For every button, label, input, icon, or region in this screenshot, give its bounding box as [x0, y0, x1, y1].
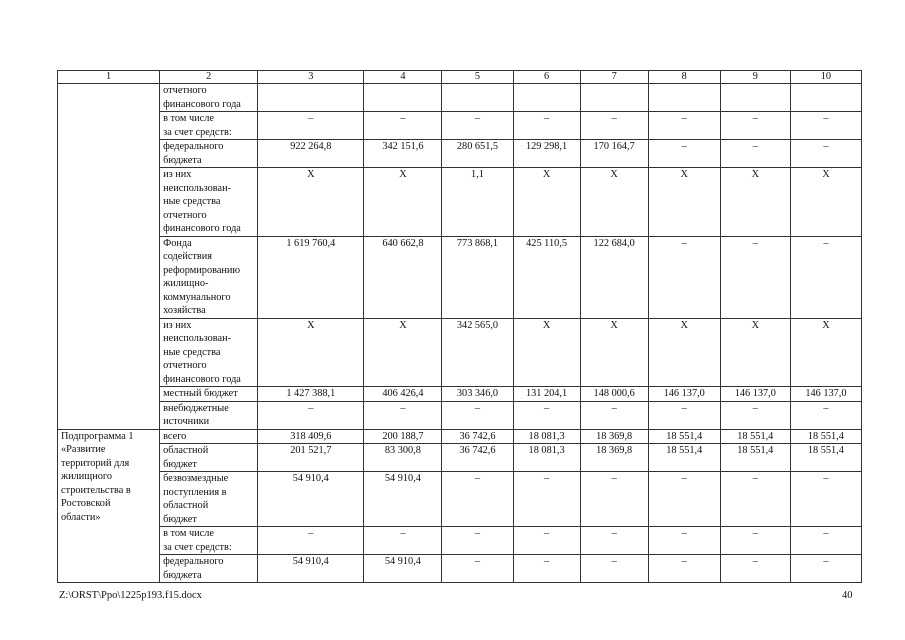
value-cell: – — [580, 472, 648, 527]
value-cell: 318 409,6 — [258, 429, 364, 444]
value-cell: 36 742,6 — [442, 429, 513, 444]
value-cell: – — [580, 527, 648, 555]
row-label: из них неиспользован- ные средства отчетного финансового года — [160, 318, 258, 387]
value-cell: 406 426,4 — [364, 387, 442, 402]
value-cell — [720, 84, 790, 112]
value-cell: 640 662,8 — [364, 236, 442, 318]
value-cell: X — [258, 318, 364, 387]
value-cell: – — [364, 527, 442, 555]
value-cell: X — [648, 168, 720, 237]
value-cell: – — [580, 401, 648, 429]
value-cell: – — [442, 112, 513, 140]
header-cell: 10 — [790, 71, 861, 84]
value-cell: 425 110,5 — [513, 236, 580, 318]
table-row — [58, 444, 862, 472]
value-cell: – — [442, 401, 513, 429]
header-cell: 7 — [580, 71, 648, 84]
value-cell: 922 264,8 — [258, 140, 364, 168]
value-cell — [364, 84, 442, 112]
value-cell: 280 651,5 — [442, 140, 513, 168]
value-cell: 122 684,0 — [580, 236, 648, 318]
value-cell: – — [513, 112, 580, 140]
value-cell: X — [720, 318, 790, 387]
empty-program-cell — [58, 84, 160, 430]
row-label: внебюджетные источники — [160, 401, 258, 429]
value-cell: – — [364, 401, 442, 429]
value-cell: 1 619 760,4 — [258, 236, 364, 318]
table-row — [58, 318, 862, 387]
header-row — [58, 71, 862, 84]
value-cell: 342 151,6 — [364, 140, 442, 168]
table-row — [58, 112, 862, 140]
table-row — [58, 527, 862, 555]
value-cell: – — [648, 140, 720, 168]
value-cell: – — [513, 555, 580, 583]
table-row — [58, 168, 862, 237]
value-cell: 18 081,3 — [513, 444, 580, 472]
table-row — [58, 555, 862, 583]
value-cell: 773 868,1 — [442, 236, 513, 318]
value-cell: – — [790, 236, 861, 318]
value-cell: 146 137,0 — [648, 387, 720, 402]
value-cell: – — [720, 236, 790, 318]
value-cell: – — [720, 527, 790, 555]
value-cell: – — [580, 555, 648, 583]
value-cell: – — [364, 112, 442, 140]
row-label: в том числе за счет средств: — [160, 527, 258, 555]
value-cell: – — [513, 527, 580, 555]
value-cell: – — [790, 112, 861, 140]
value-cell: – — [648, 112, 720, 140]
page-number: 40 — [842, 590, 853, 601]
value-cell: 201 521,7 — [258, 444, 364, 472]
value-cell: – — [790, 555, 861, 583]
header-cell: 2 — [160, 71, 258, 84]
value-cell: 342 565,0 — [442, 318, 513, 387]
value-cell: X — [513, 318, 580, 387]
header-cell: 8 — [648, 71, 720, 84]
value-cell: – — [648, 527, 720, 555]
row-label: из них неиспользован- ные средства отчетного финансового года — [160, 168, 258, 237]
value-cell: – — [442, 527, 513, 555]
value-cell: – — [790, 527, 861, 555]
value-cell: – — [790, 140, 861, 168]
value-cell: – — [513, 401, 580, 429]
value-cell: 18 081,3 — [513, 429, 580, 444]
value-cell: 83 300,8 — [364, 444, 442, 472]
header-cell: 5 — [442, 71, 513, 84]
value-cell: – — [648, 401, 720, 429]
value-cell: – — [442, 472, 513, 527]
value-cell: – — [442, 555, 513, 583]
table-row — [58, 84, 862, 112]
value-cell: 18 369,8 — [580, 429, 648, 444]
value-cell: 170 164,7 — [580, 140, 648, 168]
value-cell: 146 137,0 — [720, 387, 790, 402]
table-row — [58, 140, 862, 168]
value-cell: – — [258, 527, 364, 555]
footer-file-path: Z:\ORST\Ppo\1225p193.f15.docx — [59, 590, 202, 601]
value-cell — [648, 84, 720, 112]
value-cell: – — [258, 112, 364, 140]
header-cell: 4 — [364, 71, 442, 84]
header-cell: 1 — [58, 71, 160, 84]
budget-table — [57, 70, 862, 583]
value-cell: – — [720, 472, 790, 527]
value-cell: 54 910,4 — [258, 472, 364, 527]
row-label: областной бюджет — [160, 444, 258, 472]
row-label: местный бюджет — [160, 387, 258, 402]
value-cell: – — [790, 401, 861, 429]
value-cell: 1,1 — [442, 168, 513, 237]
header-cell: 6 — [513, 71, 580, 84]
value-cell: X — [790, 318, 861, 387]
value-cell: – — [790, 472, 861, 527]
value-cell: 303 346,0 — [442, 387, 513, 402]
value-cell: – — [720, 555, 790, 583]
row-label: безвозмездные поступления в областной бюджет — [160, 472, 258, 527]
header-cell: 3 — [258, 71, 364, 84]
value-cell: – — [258, 401, 364, 429]
row-label: федерального бюджета — [160, 140, 258, 168]
value-cell: 54 910,4 — [364, 472, 442, 527]
row-label: отчетного финансового года — [160, 84, 258, 112]
value-cell: X — [648, 318, 720, 387]
value-cell: 54 910,4 — [258, 555, 364, 583]
table-row — [58, 401, 862, 429]
value-cell: X — [364, 318, 442, 387]
value-cell: 18 551,4 — [720, 444, 790, 472]
value-cell — [580, 84, 648, 112]
value-cell — [790, 84, 861, 112]
table-row — [58, 236, 862, 318]
value-cell: – — [720, 112, 790, 140]
header-cell: 9 — [720, 71, 790, 84]
value-cell: – — [648, 472, 720, 527]
row-label: федерального бюджета — [160, 555, 258, 583]
value-cell: 18 551,4 — [790, 444, 861, 472]
value-cell: – — [720, 401, 790, 429]
value-cell: – — [580, 112, 648, 140]
value-cell: 54 910,4 — [364, 555, 442, 583]
value-cell: 18 551,4 — [648, 429, 720, 444]
value-cell: 18 551,4 — [648, 444, 720, 472]
value-cell: 18 551,4 — [720, 429, 790, 444]
subprogram-title: Подпрограмма 1 «Развитие территорий для жилищного строительства в Ростовской области» — [58, 429, 160, 583]
value-cell: – — [648, 236, 720, 318]
value-cell — [258, 84, 364, 112]
table-row — [58, 472, 862, 527]
value-cell: 131 204,1 — [513, 387, 580, 402]
row-label: всего — [160, 429, 258, 444]
value-cell: 200 188,7 — [364, 429, 442, 444]
value-cell: X — [580, 318, 648, 387]
value-cell: X — [790, 168, 861, 237]
value-cell: 36 742,6 — [442, 444, 513, 472]
value-cell: 148 000,6 — [580, 387, 648, 402]
value-cell: X — [258, 168, 364, 237]
table-row — [58, 429, 862, 444]
value-cell: X — [513, 168, 580, 237]
row-label: Фонда содействия реформированию жилищно- коммунального хозяйства — [160, 236, 258, 318]
value-cell: 18 551,4 — [790, 429, 861, 444]
value-cell: – — [720, 140, 790, 168]
value-cell: 146 137,0 — [790, 387, 861, 402]
value-cell: X — [720, 168, 790, 237]
value-cell — [442, 84, 513, 112]
value-cell — [513, 84, 580, 112]
value-cell: 129 298,1 — [513, 140, 580, 168]
value-cell: X — [580, 168, 648, 237]
value-cell: – — [648, 555, 720, 583]
value-cell: X — [364, 168, 442, 237]
value-cell: – — [513, 472, 580, 527]
value-cell: 18 369,8 — [580, 444, 648, 472]
value-cell: 1 427 388,1 — [258, 387, 364, 402]
table-row — [58, 387, 862, 402]
row-label: в том числе за счет средств: — [160, 112, 258, 140]
